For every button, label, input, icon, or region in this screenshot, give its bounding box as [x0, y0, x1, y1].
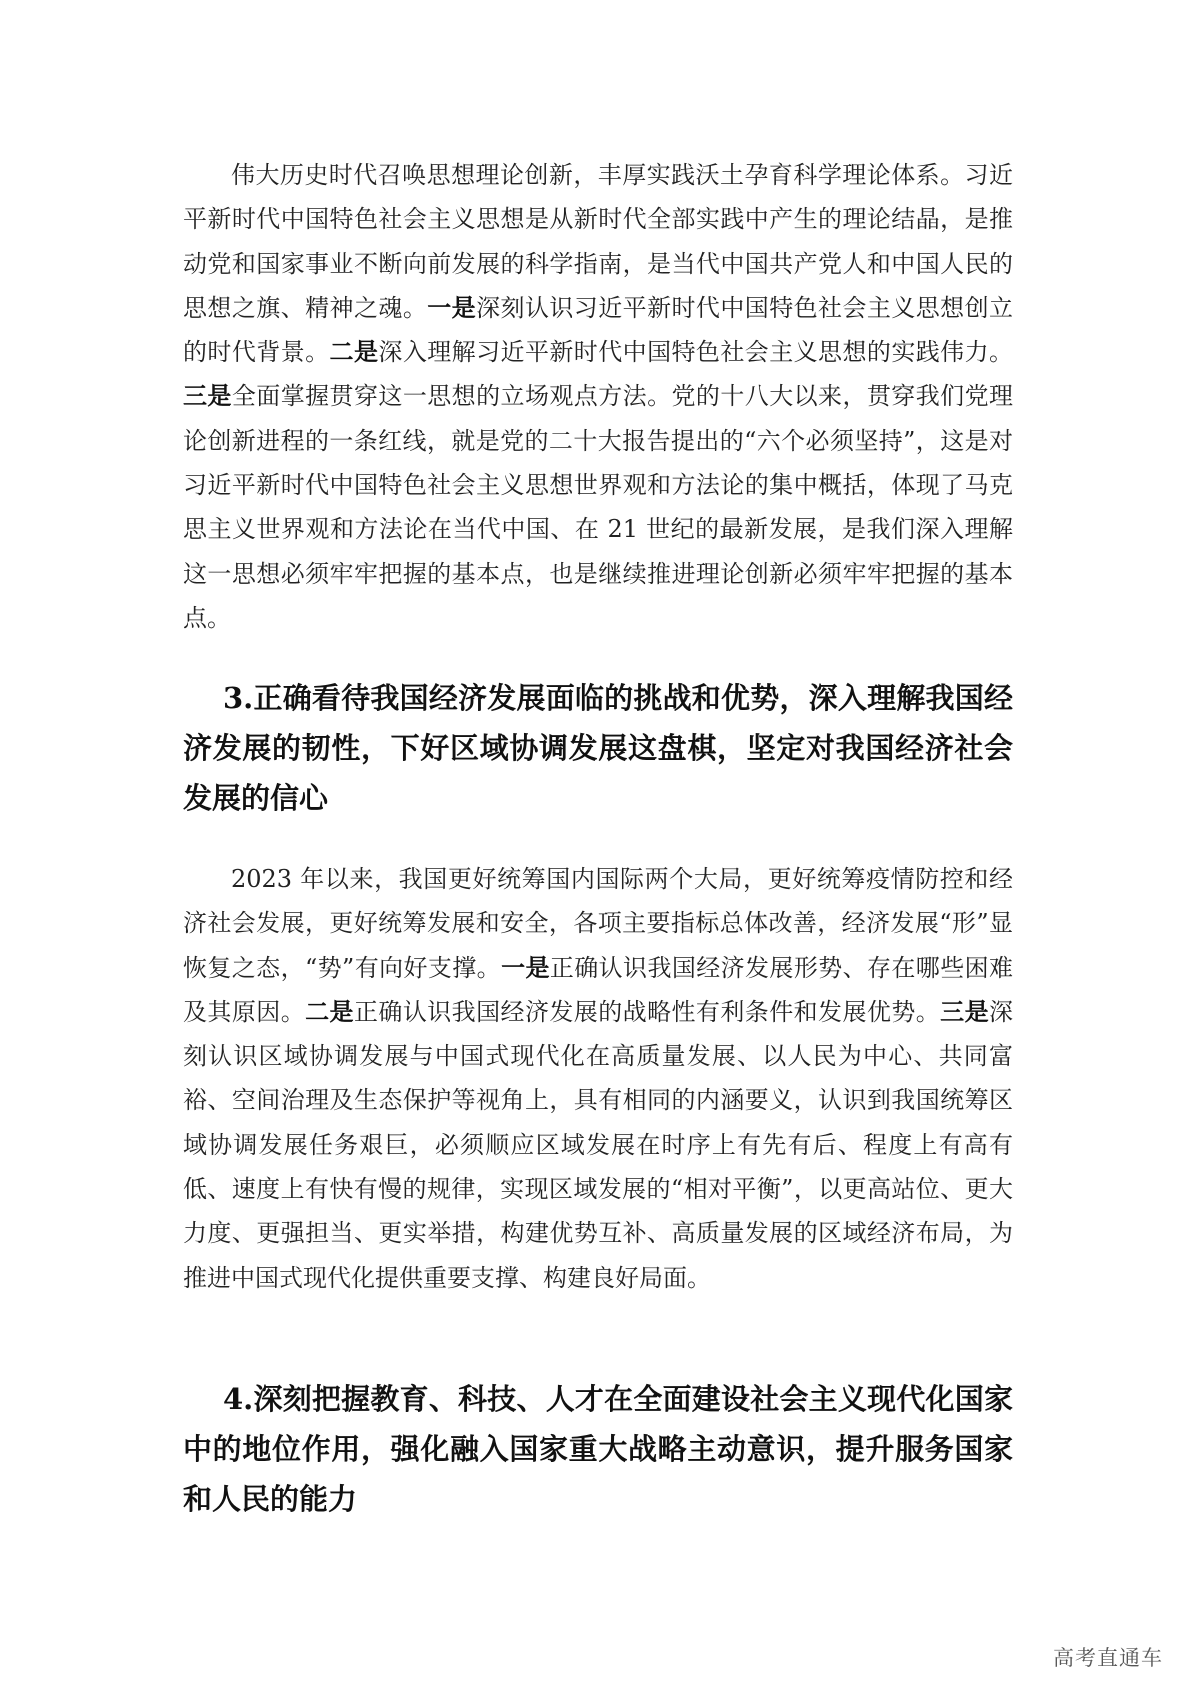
paragraph-economy — [183, 857, 1013, 1300]
point-marker-3: 三是 — [940, 996, 990, 1026]
heading-text: 3.正确看待我国经济发展面临的挑战和优势，深入理解我国经济发展的韧性，下好区域协调发展这盘棋，坚定对我国经济社会发展的信心 — [183, 681, 1013, 815]
watermark-text: 高考直通车 — [1053, 1646, 1163, 1670]
paragraph-intro: 2023 年以来，我国更好统筹国内国际两个大局，更好统筹疫情防控和经济社会发展，更好统筹发展和安全，各项主要指标总体改善，经济发展“形”显恢复之态，“势”有向好支撑。 — [183, 865, 1013, 982]
point-text-1: 正确认识我国经济发展形势、存在哪些困难及其原因。 — [183, 953, 1013, 1026]
point-marker-2: 二是 — [305, 996, 354, 1026]
paragraph-intro: 伟大历史时代召唤思想理论创新，丰厚实践沃土孕育科学理论体系。习近平新时代中国特色社会主义思想是从新时代全部实践中产生的理论结晶，是推动党和国家事业不断向前发展的科学指南，是当代中国共产党人和中国人民的思想之旗、精神之魂。 — [183, 161, 1013, 322]
point-marker-2: 二是 — [329, 337, 379, 367]
point-text-1: 深刻认识习近平新时代中国特色社会主义思想创立的时代背景。 — [183, 293, 1014, 367]
section-heading-3 — [183, 673, 1013, 823]
section-heading-4 — [183, 1374, 1013, 1524]
point-marker-3: 三是 — [183, 381, 232, 411]
point-text-3: 全面掌握贯穿这一思想的立场观点方法。党的十八大以来，贯穿我们党理论创新进程的一条红线，就是党的二十大报告提出的“六个必须坚持”，这是对习近平新时代中国特色社会主义思想世界观和方法论的集中概括，体现了马克思主义世界观和方法论在当代中国、在 21 世纪的最新发展，是我们深入理解这一思想必须牢牢把握的基本点，也是继续推进理论创新必须牢牢把握的基本点。 — [183, 382, 1014, 632]
point-marker-1: 一是 — [427, 292, 477, 322]
point-text-2: 深入理解习近平新时代中国特色社会主义思想的实践伟力。 — [378, 338, 1014, 367]
point-text-2: 正确认识我国经济发展的战略性有利条件和发展优势。 — [353, 997, 941, 1026]
heading-text: 4.深刻把握教育、科技、人才在全面建设社会主义现代化国家中的地位作用，强化融入国家重大战略主动意识，提升服务国家和人民的能力 — [183, 1382, 1013, 1516]
paragraph-text — [183, 857, 1013, 1300]
point-marker-1: 一是 — [501, 952, 550, 982]
paragraph-text — [183, 153, 1013, 640]
point-text-3: 深刻认识区域协调发展与中国式现代化在高质量发展、以人民为中心、共同富裕、空间治理及生态保护等视角上，具有相同的内涵要义，认识到我国统筹区域协调发展任务艰巨，必须顺应区域发展在时序上有先有后、程度上有高有低、速度上有快有慢的规律，实现区域发展的“相对平衡”，以更高站位、更大力度、更强担当、更实举措，构建优势互补、高质量发展的区域经济布局，为推进中国式现代化提供重要支撑、构建良好局面。 — [183, 997, 1014, 1292]
paragraph-ideology — [183, 153, 1013, 640]
